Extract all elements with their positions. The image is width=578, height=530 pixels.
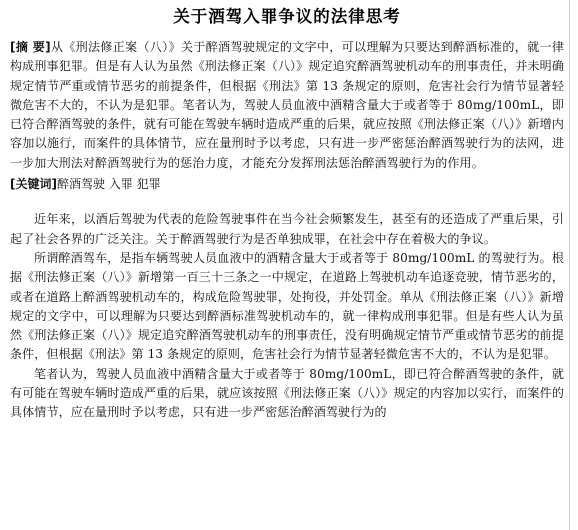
article-body [10, 210, 564, 422]
body-paragraph-3: 笔者认为，驾驶人员血液中酒精含量大于或者等于 80mg/100mL，即已符合醉酒驾驶的条件，就有可能在驾驶车辆时造成严重的后果，就应该按照《刑法修正案（八）》规定的内容加以实行，而案件的具体情节，应在量刑时予以考虑，只有进一步严密惩治醉酒驾驶行为的 [10, 366, 564, 420]
keywords-tag: [关键词] [10, 177, 57, 192]
body-paragraph-2: 所谓醉酒驾车，是指车辆驾驶人员血液中的酒精含量大于或者等于 80mg/100mL 的驾驶行为。根据《刑法修正案（八）》新增第一百三十三条之一中规定，在道路上驾驶机动车追逐竞驶，情节恶劣的，或者在道路上醉酒驾驶机动车的，构成危险驾驶罪，处拘役，并处罚金。单从《刑法修正案（八）》新增规定的文字中，可以理解为只要达到醉酒标准驾驶机动车的，就一律构成刑事犯罪。但是有些人认为虽然《刑法修正案（八）》规定追究醉酒驾驶机动车的刑事责任，没有明确规定情节严重或情节恶劣的前提条件，但根据《刑法》第 13 条规定的原则，危害社会行为情节显著轻微危害不大的，不认为是犯罪。 [10, 250, 564, 362]
abstract-text: 从《刑法修正案（八）》关于醉酒驾驶规定的文字中，可以理解为只要达到醉酒标准的，就一律构成刑事犯罪。但是有人认为虽然《刑法修正案（八）》规定追究醉酒驾驶机动车的刑事责任，并未明确规定情节严重或情节恶劣的前提条件，但根据《刑法》第 13 条规定的原则，危害社会行为情节显著轻微危害不大的，不认为是犯罪。笔者认为，驾驶人员血液中酒精含量大于或者等于 80mg/100mL，即已符合醉酒驾驶的条件，就有可能在驾驶车辆时造成严重的后果，就应按照《刑法修正案（八）》新增内容加以施行，而案件的具体情节，应在量刑时予以考虑，只有进一步严密惩治醉酒驾驶行为的法网，进一步加大刑法对醉酒驾驶行为的惩治力度，才能充分发挥刑法惩治醉酒驾驶行为的作用。 [10, 40, 564, 170]
abstract-tag: [摘 要] [10, 40, 51, 54]
window-edge [570, 0, 578, 530]
article-title: 关于酒驾入罪争议的法律思考 [173, 7, 401, 26]
keywords-text: 醉酒驾驶 入罪 犯罪 [56, 177, 161, 192]
abstract-section [10, 38, 564, 173]
body-paragraph-1: 近年来，以酒后驾驶为代表的危险驾驶事件在当今社会频繁发生，甚至有的还造成了严重后果，引起了社会各界的广泛关注。关于醉酒驾驶行为是否单独成罪，在社会中存在着极大的争议。 [10, 212, 564, 246]
keywords-section [10, 175, 564, 194]
